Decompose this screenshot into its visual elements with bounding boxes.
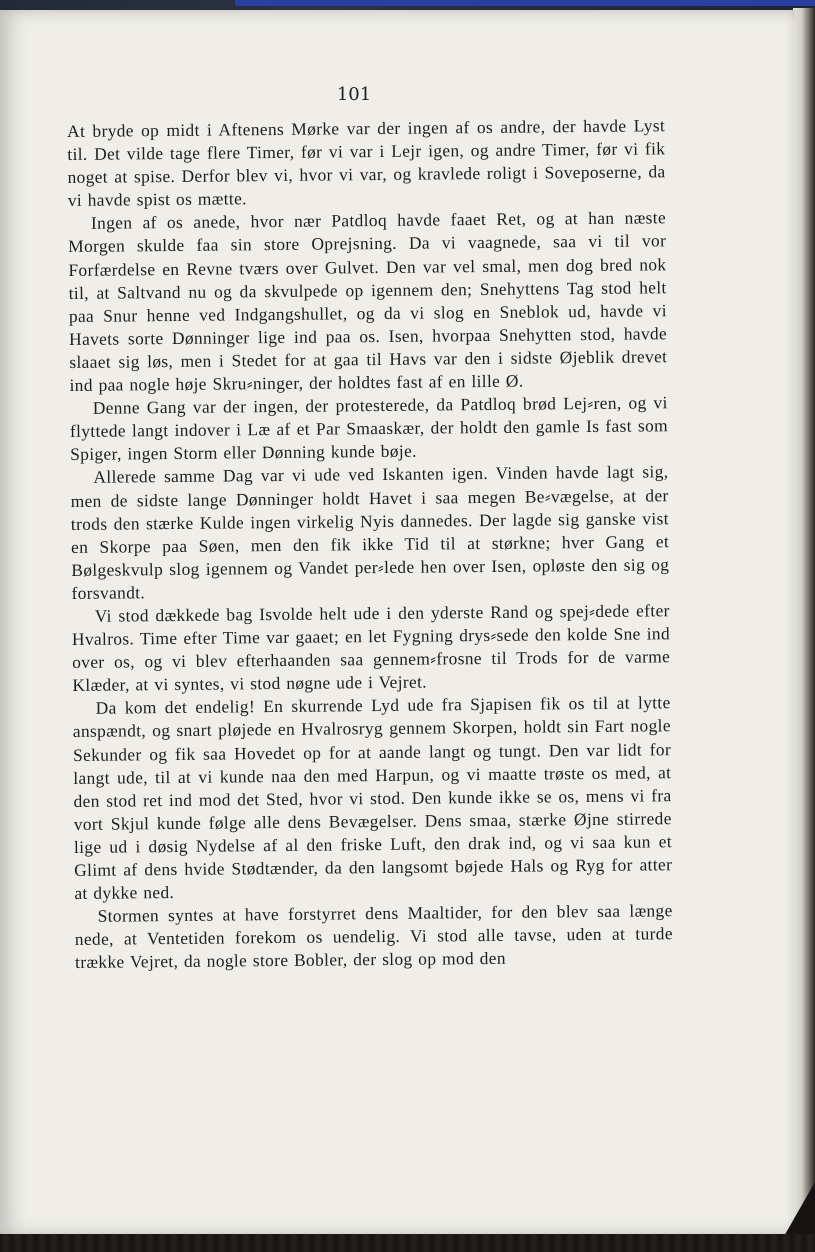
paragraph: Ingen af os anede, hvor nær Patdloq havde faaet Ret, og at han næste Morgen skulde faa sin store Oprejsning. Da vi vaagnede, saa vi til vor Forfærdelse en Revne tværs over Gulvet. Den var vel smal, men dog bred nok til, at Saltvand nu og da skvulpede op igennem den; Snehyttens Tag stod helt paa Snur henne ved Indgangshullet, og da vi slog en Sneblok ud, havde vi Havets sorte Dønninger lige ind paa os. Isen, hvorpaa Snehytten stod, havde slaaet sig løs, men i Stedet for at gaa til Havs var den i sidste Øjeblik drevet ind paa nogle høje Skru⸗ninger, der holdtes fast af en lille Ø. <box>68 207 668 396</box>
book-bottom-edge <box>0 1234 815 1252</box>
book-cover-edge <box>235 0 815 6</box>
paragraph: Allerede samme Dag var vi ude ved Iskanten igen. Vinden havde lagt sig, men de sidste lange Dønninger holdt Havet i saa megen Be⸗vægelse, at der trods den stærke Kulde ingen virkelig Nyis dannedes. Der lagde sig ganske vist en Skorpe paa Søen, men den fik ikke Tid til at størkne; hver Gang et Bølgeskvulp slog igennem og Vandet per⸗lede hen over Isen, opløste den sig og forsvandt. <box>70 461 670 603</box>
paragraph: Da kom det endelig! En skurrende Lyd ude fra Sjapisen fik os til at lytte anspændt, og snart pløjede en Hvalrosryg gennem Skorpen, holdt sin Fart nogle Sekunder og fik saa Hovedet op for at aande langt og tungt. Den var lidt for langt ude, til at vi kunde naa den med Harpun, og vi maatte trøste os med, at den stod ret ind mod det Sted, hvor vi stod. Den kunde ikke se os, mens vi fra vort Skjul kunde følge alle dens Bevægelser. Dens smaa, stærke Øjne stirrede lige ud i døsig Nydelse af al den friske Luft, den drak ind, og vi saa kun et Glimt af dens hvide Stødtænder, da den langsomt bøjede Hals og Ryg for atter at dykke ned. <box>72 692 673 904</box>
paragraph: Stormen syntes at have forstyrret dens Maaltider, for den blev saa længe nede, at Ventetiden forekom os uendelig. Vi stod alle tavse, uden at turde trække Vejret, da nogle store Bobler, der slog op mod den <box>74 900 673 973</box>
paragraph: Vi stod dækkede bag Isvolde helt ude i den yderste Rand og spej⸗dede efter Hvalros. Time efter Time var gaaet; en let Fygning drys⸗sede den kolde Sne ind over os, og vi blev efterhaanden saa gennem⸗frosne til Trods for de varme Klæder, at vi syntes, vi stod nøgne ude i Vejret. <box>71 600 671 696</box>
paragraph: At bryde op midt i Aftenens Mørke var der ingen af os andre, der havde Lyst til. Det vilde tage flere Timer, før vi var i Lejr igen, og andre Timer, før vi fik noget at spise. Derfor blev vi, hvor vi var, og kravlede roligt i Soveposerne, da vi havde spist os mætte. <box>67 115 666 211</box>
page-number-text: 101 <box>336 84 372 105</box>
book-spine-edge <box>793 8 815 1252</box>
body-text <box>67 114 673 974</box>
paragraph: Denne Gang var der ingen, der protesterede, da Patdloq brød Lej⸗ren, og vi flyttede langt indover i Læ af et Par Smaaskær, der holdt den gamle Is fast som Spiger, ingen Storm eller Dønning kunde bøje. <box>69 392 669 465</box>
page-number <box>0 84 710 105</box>
